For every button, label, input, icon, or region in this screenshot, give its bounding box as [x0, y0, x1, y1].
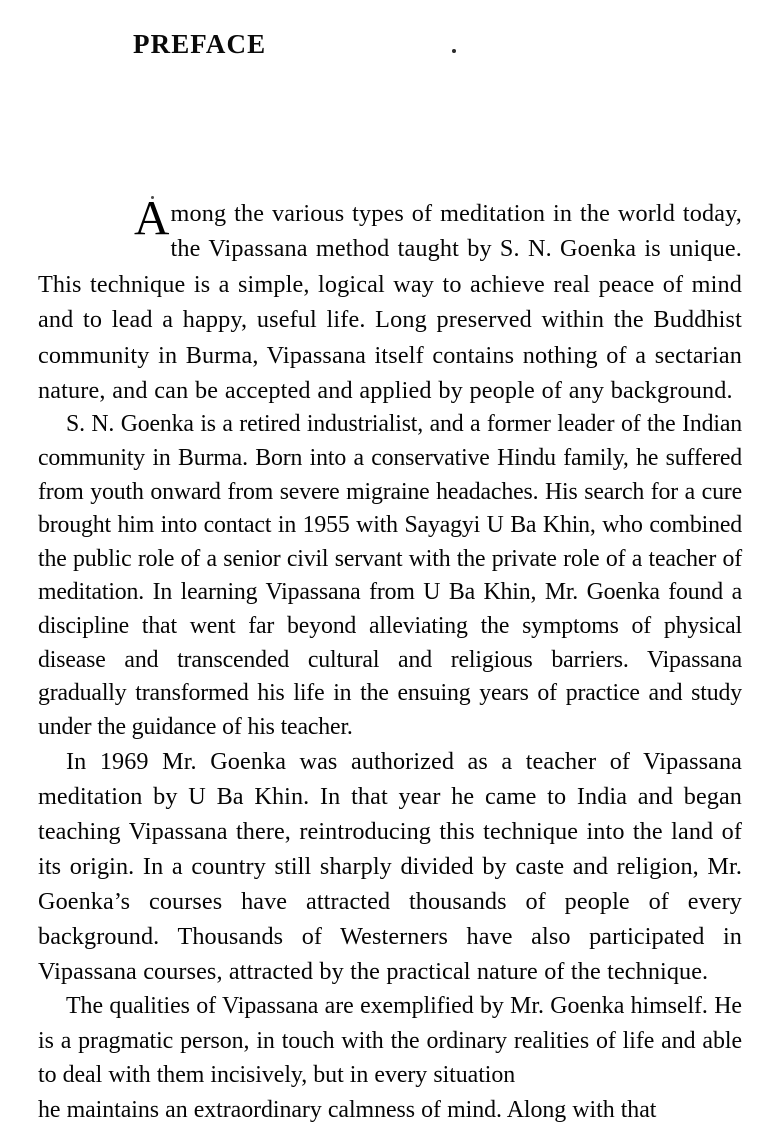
page-title: PREFACE [133, 29, 267, 60]
scan-speck-icon [452, 49, 456, 53]
paragraph-3: In 1969 Mr. Goenka was authorized as a teacher of Vipassana meditation by U Ba Khin. In that year he came to India and began teaching Vipassana there, reintroducing this technique into the land of its origin. In a country still sharply divided by caste and religion, Mr. Goenka’s courses have attracted thousands of people of every background. Thousands of Westerners have also participated in Vipassana courses, attracted by the practical nature of the technique. [38, 748, 742, 986]
paragraph-4-last-line: he maintains an extraordinary calmness of mind. Along with that [38, 1096, 657, 1123]
paragraph-4-text: The qualities of Vipassana are exemplified by Mr. Goenka himself. He is a pragmatic person, in touch with the ordinary realities of life and able to deal with them incisively, but in every situation [38, 993, 742, 1089]
paragraph-2: S. N. Goenka is a retired industrialist, and a former leader of the Indian community in Burma. Born into a conservative Hindu family, he suffered from youth onward from severe migraine headaches. His search for a cure brought him into contact in 1955 with Sayagyi U Ba Khin, who combined the public role of a senior civil servant with the private role of a teacher of meditation. In learning Vipassana from U Ba Khin, Mr. Goenka found a discipline that went far beyond alleviating the symptoms of physical disease and transcended cultural and religious barriers. Vipassana gradually transformed his life in the ensuing years of practice and study under the guidance of his teacher. [38, 411, 742, 740]
body-text-column [38, 190, 742, 1127]
drop-cap-letter: A [134, 190, 170, 245]
paragraph-1-text: mong the various types of meditation in the world today, the Vipassana method taught by S. N. Goenka is unique. This technique is a simple, logical way to achieve real peace of mind and to lead a happy, useful life. Long preserved within the Buddhist community in Burma, Vipassana itself contains nothing of a sectarian nature, and can be accepted and applied by people of any background. [38, 200, 742, 405]
paragraph-1 [38, 190, 742, 408]
paragraph-4 [38, 989, 742, 1127]
